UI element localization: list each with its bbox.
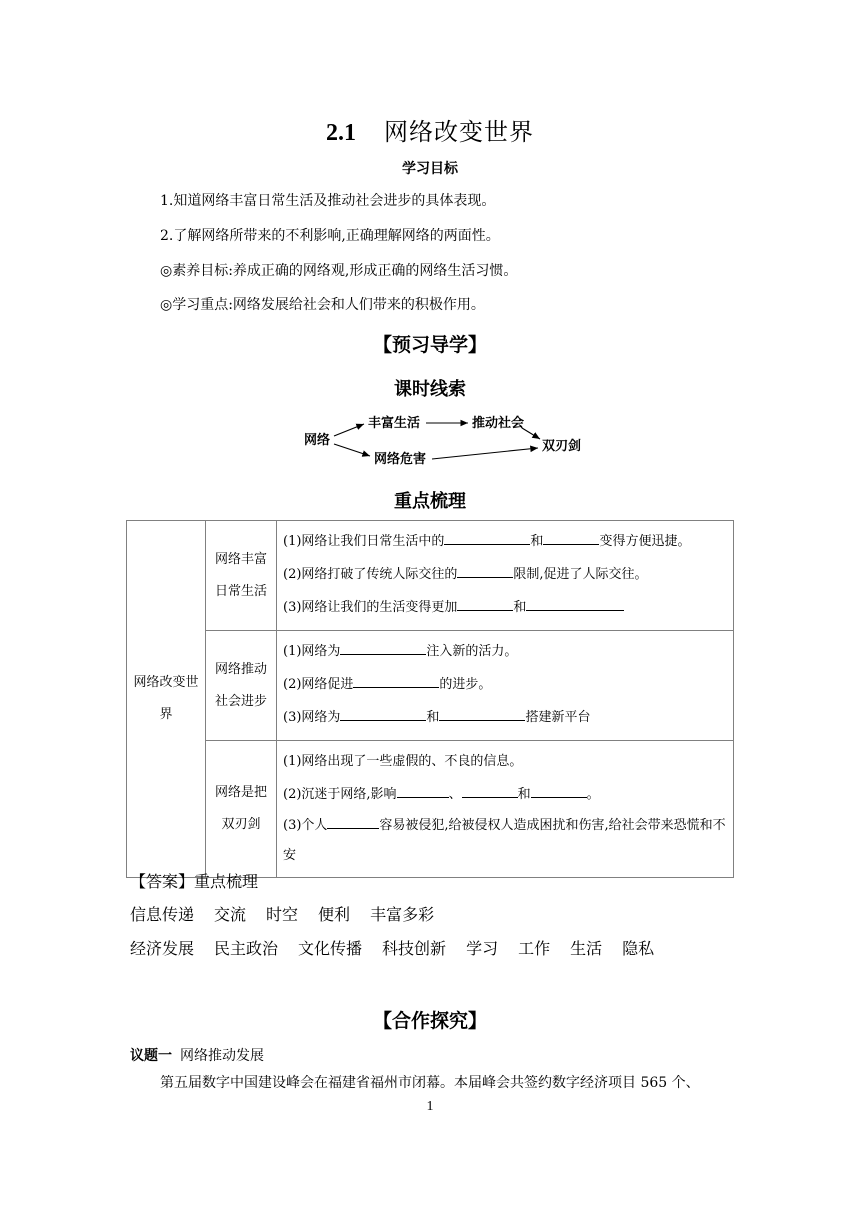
topic-1-heading xyxy=(130,1045,264,1065)
fill-blank xyxy=(457,596,513,611)
arrow-network-to-harm xyxy=(334,444,370,456)
fill-blank xyxy=(531,783,587,798)
objective-key-point: ◎学习重点:网络发展给社会和人们带来的积极作用。 xyxy=(160,297,485,313)
objective-1: 1.知道网络丰富日常生活及推动社会进步的具体表现。 xyxy=(160,193,496,209)
fill-blank xyxy=(340,706,426,721)
fill-blank xyxy=(327,814,379,829)
topic-1-title: 网络推动发展 xyxy=(180,1048,264,1064)
section-number: 2.1 xyxy=(326,120,356,146)
page-number: 1 xyxy=(426,1099,434,1114)
table-main-topic: 网络改变世界 xyxy=(127,521,206,878)
table-group-label-rich: 网络丰富 日常生活 xyxy=(206,521,277,631)
fill-blank xyxy=(439,706,525,721)
answer-heading: 【答案】重点梳理 xyxy=(130,872,259,891)
list-item: (2)网络促进 的进步。 xyxy=(283,668,727,701)
key-points-table xyxy=(126,520,734,878)
fill-blank xyxy=(340,640,426,655)
objective-2: 2.了解网络所带来的不利影响,正确理解网络的两面性。 xyxy=(160,228,500,244)
objectives-heading: 学习目标 xyxy=(402,161,458,177)
fill-blank xyxy=(526,596,624,611)
table-group-label-double: 网络是把 双刃剑 xyxy=(206,741,277,878)
page-title xyxy=(0,112,860,147)
fill-blank xyxy=(543,530,599,545)
list-item: (2)网络打破了传统人际交往的 限制,促进了人际交往。 xyxy=(283,558,727,591)
list-item: (1)网络为 注入新的活力。 xyxy=(283,635,727,668)
fill-blank xyxy=(462,783,518,798)
table-group-items-double xyxy=(277,741,734,878)
list-item: (3)网络让我们的生活变得更加 和 xyxy=(283,591,727,624)
fill-blank xyxy=(353,673,439,688)
topic-1-label: 议题一 xyxy=(130,1048,172,1064)
lesson-clue-diagram xyxy=(290,408,600,470)
lesson-clue-heading: 课时线索 xyxy=(394,379,466,400)
answers-line-1: 信息传递 交流 时空 便利 丰富多彩 xyxy=(130,905,435,924)
section-title: 网络改变世界 xyxy=(384,118,534,146)
preview-heading: 【预习导学】 xyxy=(372,334,487,356)
arrow-network-to-rich xyxy=(334,424,364,436)
arrow-harm-to-double xyxy=(432,448,538,459)
list-item: (1)网络出现了一些虚假的、不良的信息。 xyxy=(283,754,523,769)
key-points-heading: 重点梳理 xyxy=(394,491,466,512)
arrow-push-to-double xyxy=(522,428,540,439)
cooperation-heading: 【合作探究】 xyxy=(372,1010,487,1032)
diagram-node-network: 网络 xyxy=(304,433,331,448)
diagram-node-network-harm: 网络危害 xyxy=(374,452,427,467)
diagram-node-push-society: 推动社会 xyxy=(472,416,525,431)
list-item: (2)沉迷于网络,影响 、 和 。 xyxy=(283,778,727,811)
table-group-items-rich xyxy=(277,521,734,631)
fill-blank xyxy=(457,563,513,578)
list-item: (1)网络让我们日常生活中的 和 变得方便迅捷。 xyxy=(283,525,727,558)
list-item: (3)个人 容易被侵犯,给被侵权人造成困扰和伤害,给社会带来恐慌和不安 xyxy=(283,811,727,871)
list-item: (3)网络为 和 搭建新平台 xyxy=(283,701,727,734)
table-group-label-push: 网络推动 社会进步 xyxy=(206,631,277,741)
answers-line-2: 经济发展 民主政治 文化传播 科技创新 学习 工作 生活 隐私 xyxy=(130,939,655,958)
table-group-items-push xyxy=(277,631,734,741)
diagram-node-double-edge: 双刃剑 xyxy=(542,439,582,454)
objective-literacy: ◎素养目标:养成正确的网络观,形成正确的网络生活习惯。 xyxy=(160,263,518,279)
fill-blank xyxy=(397,783,449,798)
diagram-node-rich-life: 丰富生活 xyxy=(368,416,421,431)
body-paragraph: 第五届数字中国建设峰会在福建省福州市闭幕。本届峰会共签约数字经济项目 565 个、 xyxy=(160,1075,700,1091)
fill-blank xyxy=(444,530,530,545)
